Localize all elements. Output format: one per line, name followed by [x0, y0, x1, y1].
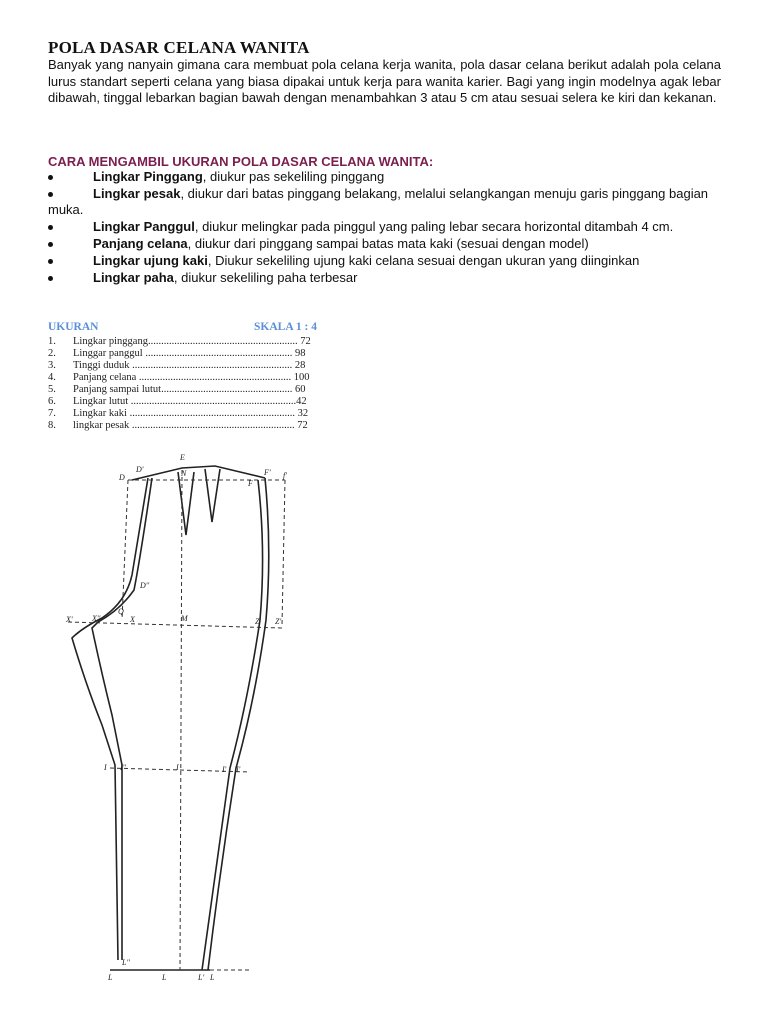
label-L0: L [162, 973, 167, 982]
label-E: E [180, 453, 185, 462]
bullet-item [48, 186, 721, 218]
size-number: 5. [48, 384, 56, 395]
bullet-term: Lingkar Pinggang [93, 169, 203, 184]
bullet-item [48, 219, 721, 235]
size-text: Linggar panggul ........................................................ 98 [73, 348, 306, 359]
size-item [48, 384, 378, 396]
size-number: 3. [48, 360, 56, 371]
size-number: 2. [48, 348, 56, 359]
label-D1: D' [136, 465, 144, 474]
label-X1: X' [66, 615, 73, 624]
label-L3: L [210, 973, 215, 982]
label-F1: F' [264, 468, 271, 477]
size-item [48, 336, 378, 348]
bullet-dot [48, 276, 53, 281]
label-N: N [181, 469, 187, 478]
size-text: Lingkar kaki ............................................................... 32 [73, 408, 309, 419]
bullet-term: Panjang celana [93, 236, 188, 251]
bullet-desc: , Diukur sekeliling ujung kaki celana sesuai dengan ukuran yang diinginkan [207, 253, 640, 268]
label-M: M [181, 614, 188, 623]
label-D: D [119, 473, 125, 482]
size-item [48, 408, 378, 420]
label-L1: L' [198, 973, 205, 982]
bullet-item [48, 169, 721, 185]
label-I1: I' [222, 765, 227, 774]
size-text: Lingkar lutut ...............................................................42 [73, 396, 307, 407]
label-Z1: Z' [275, 617, 282, 626]
size-number: 4. [48, 372, 56, 383]
bullet-term: Lingkar pesak [93, 186, 181, 201]
bullet-desc: , diukur pas sekeliling pinggang [202, 169, 385, 184]
ukuran-label: UKURAN [48, 321, 99, 333]
bullet-dot [48, 175, 53, 180]
label-I3: I' [236, 765, 241, 774]
size-text: Lingkar pinggang......................................................... 72 [73, 336, 311, 347]
label-X: X [130, 615, 135, 624]
size-text: Panjang celana .......................................................... 100 [73, 372, 310, 383]
bullet-desc: , diukur melingkar pada pinggul yang paling lebar secara horizontal ditambah 4 cm. [194, 219, 674, 234]
front-outer-line [92, 478, 152, 960]
bullet-term: Lingkar Panggul [93, 219, 195, 234]
label-X2: X'' [92, 614, 101, 623]
section-heading: CARA MENGAMBIL UKURAN POLA DASAR CELANA WANITA: [48, 154, 434, 169]
label-L: L [108, 973, 113, 982]
size-item [48, 348, 378, 360]
size-text: Panjang sampai lutut.................................................. 60 [73, 384, 306, 395]
label-L2: L'' [122, 958, 130, 967]
ukuran-header [48, 321, 378, 333]
bullet-dot [48, 192, 53, 197]
bullet-term: Lingkar ujung kaki [93, 253, 208, 268]
size-item [48, 420, 378, 432]
label-Q: Q [118, 607, 124, 616]
bullet-desc: , diukur sekeliling paha terbesar [173, 270, 358, 285]
label-I2: I'' [120, 763, 127, 772]
bullet-desc: , diukur dari batas pinggang belakang, melalui selangkangan menuju garis pinggang bagian muka. [48, 186, 709, 217]
bullet-dot [48, 225, 53, 230]
label-I: I [104, 763, 107, 772]
crotch-curve [72, 478, 148, 960]
intro-paragraph: Banyak yang nanyain gimana cara membuat pola celana kerja wanita, pola dasar celana berikut adalah pola celana lurus standart seperti celana yang biasa dipakai untuk kerja para wanita karier. Bagi yang ingin modelnya agak lebar dibawah, tinggal lebarkan bagian bawah dengan menambahkan 3 atau 5 cm atau sesuai selera ke kiri dan kekanan. [48, 57, 721, 105]
bullet-desc: , diukur dari pinggang sampai batas mata kaki (sesuai dengan model) [187, 236, 589, 251]
side-seam-inner [202, 480, 263, 970]
size-text: lingkar pesak .............................................................. 72 [73, 420, 308, 431]
bullet-dot [48, 242, 53, 247]
pants-pattern-drawing [40, 450, 310, 990]
size-number: 6. [48, 396, 56, 407]
bullet-item [48, 270, 721, 286]
size-list [48, 336, 378, 432]
label-I0: I [176, 763, 179, 772]
size-number: 1. [48, 336, 56, 347]
label-F2: f' [283, 471, 287, 480]
label-F: F [248, 479, 253, 488]
bullet-item [48, 253, 721, 269]
size-item [48, 396, 378, 408]
size-item [48, 372, 378, 384]
dart-2 [205, 469, 220, 522]
size-text: Tinggi duduk ............................................................. 28 [73, 360, 306, 371]
page-title: POLA DASAR CELANA WANITA [48, 38, 310, 57]
label-Z: Z [255, 617, 260, 626]
bullet-item [48, 236, 721, 252]
size-item [48, 360, 378, 372]
bullet-dot [48, 259, 53, 264]
measurement-bullet-list [48, 169, 721, 287]
label-D2: D'' [140, 581, 150, 590]
dart-1 [178, 472, 194, 535]
size-number: 8. [48, 420, 56, 431]
guide-right [282, 480, 285, 625]
size-number: 7. [48, 408, 56, 419]
bullet-term: Lingkar paha [93, 270, 174, 285]
skala-label: SKALA 1 : 4 [254, 321, 317, 333]
side-seam [208, 478, 269, 970]
center-line [180, 470, 182, 970]
waistline [132, 466, 265, 480]
